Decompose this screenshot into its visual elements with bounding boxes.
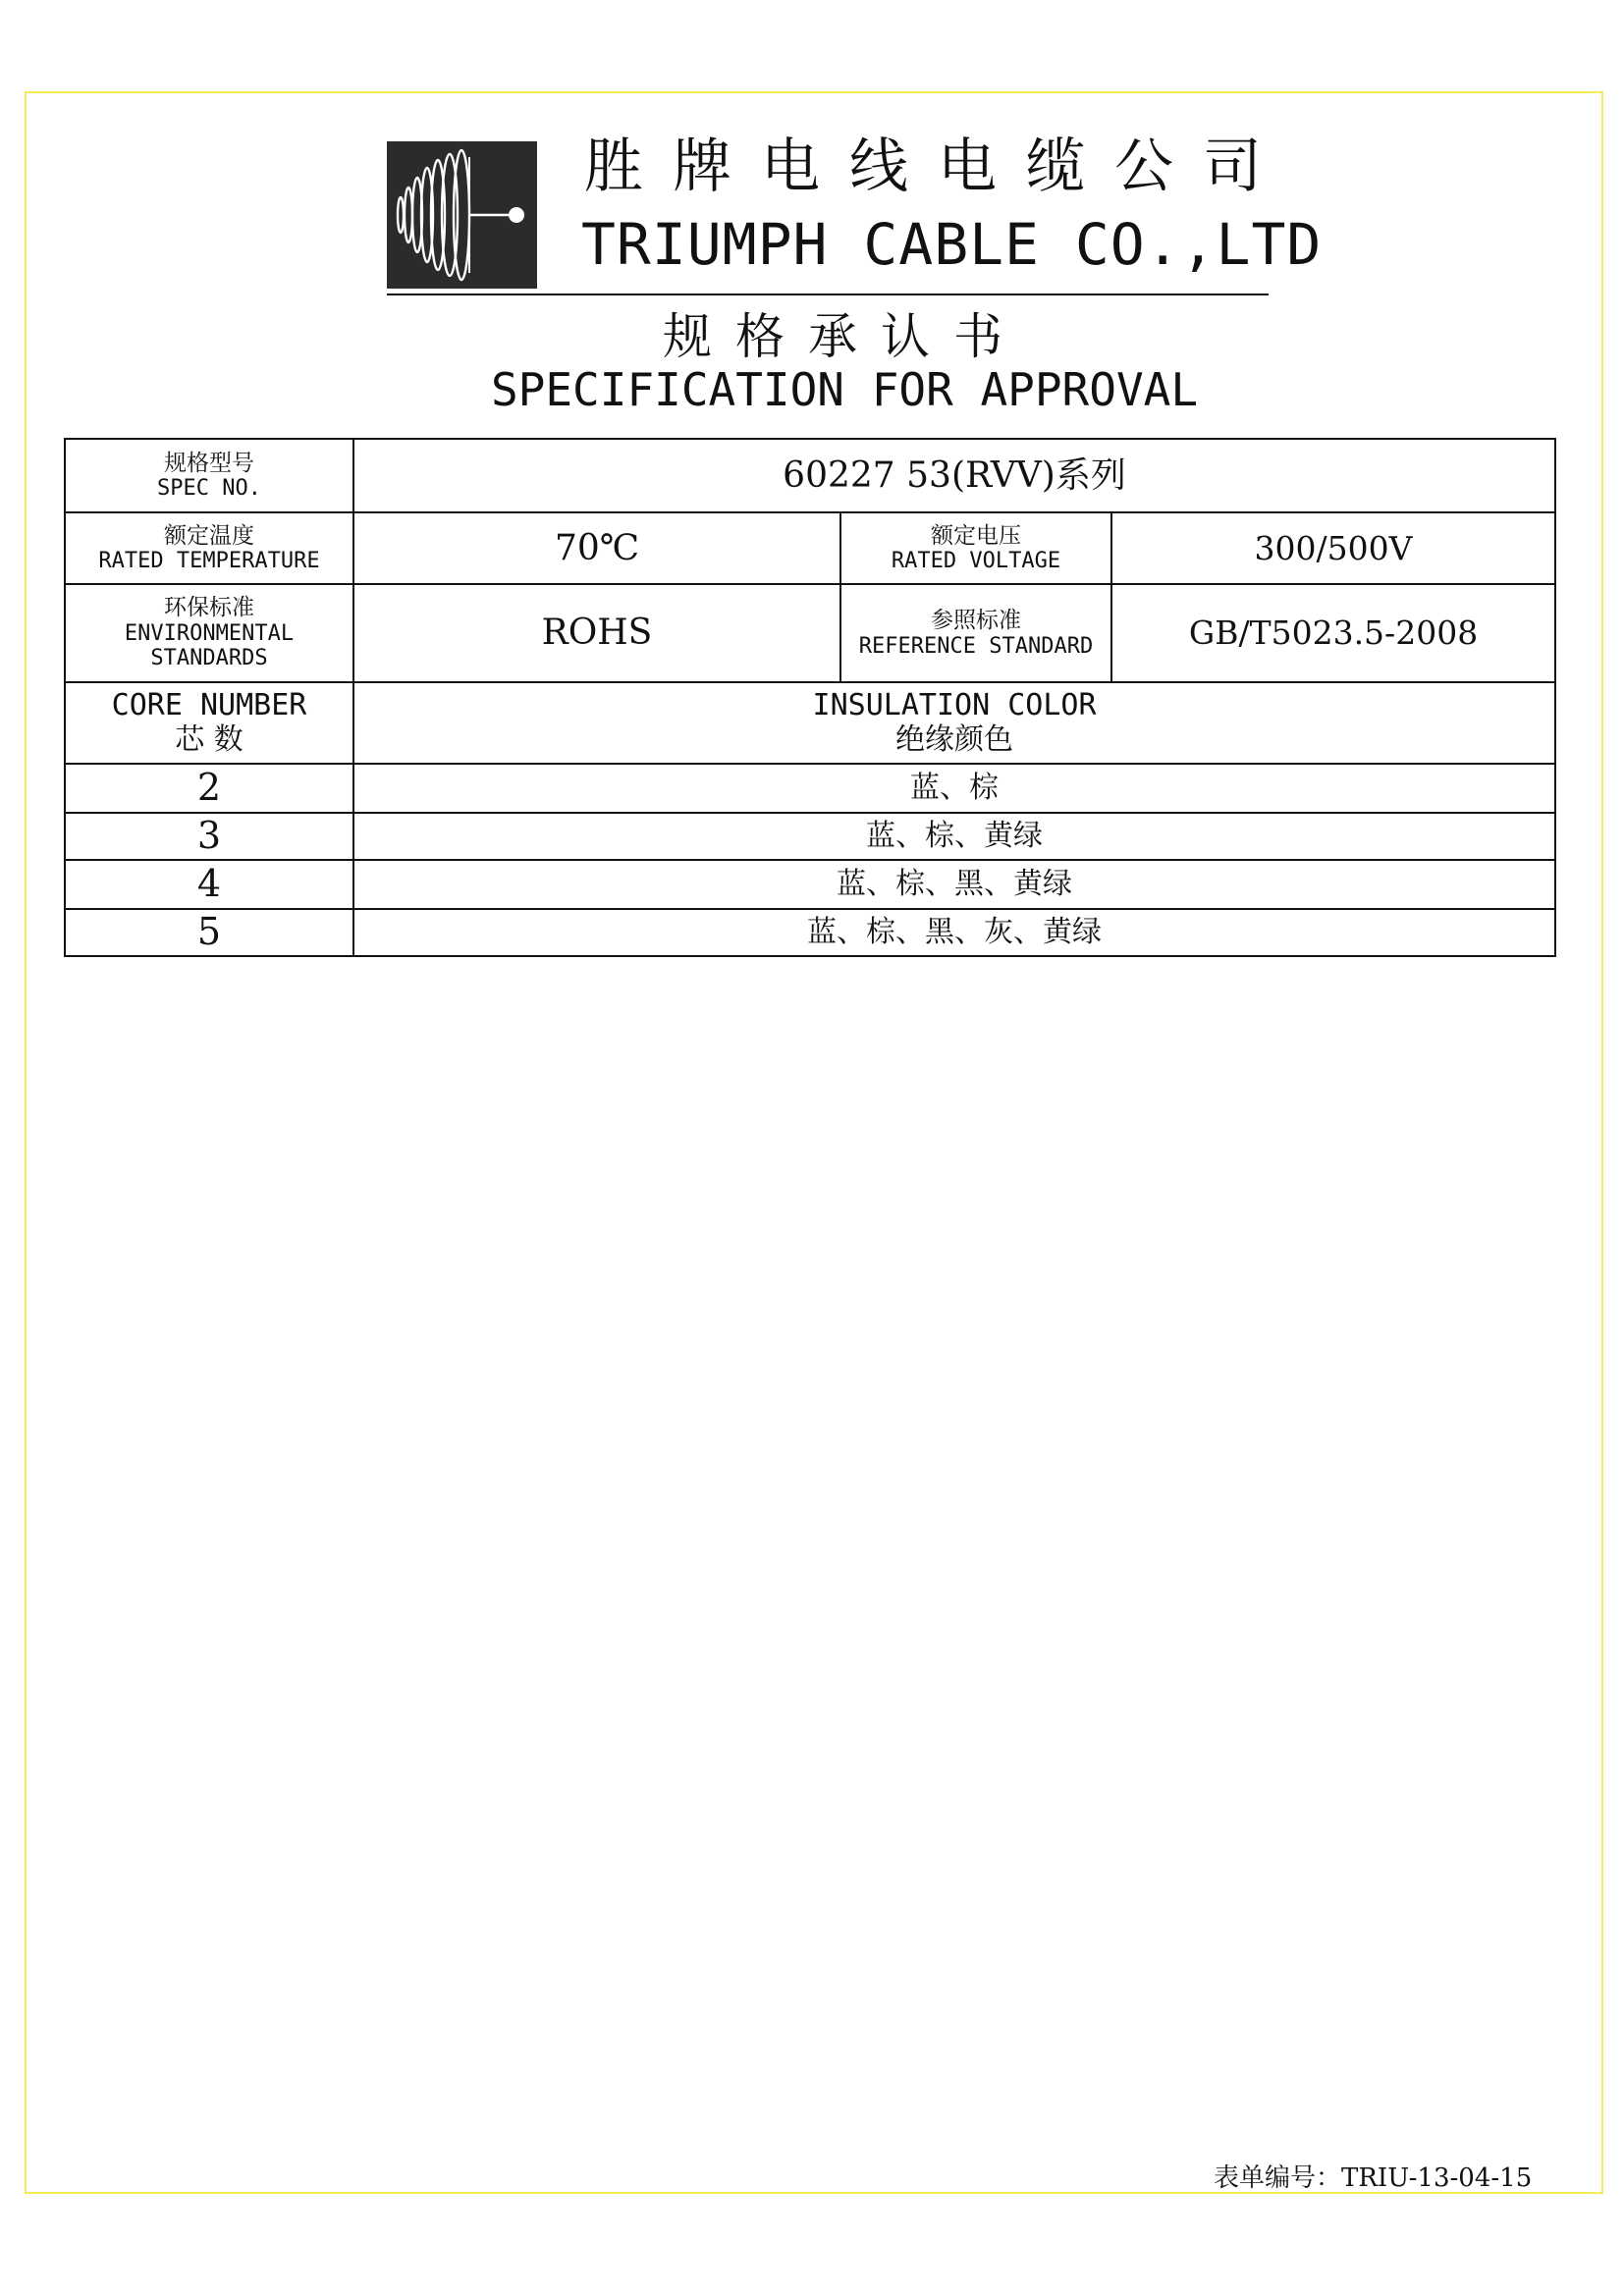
reference-standard-label <box>840 584 1111 682</box>
core-number-header-en: CORE NUMBER <box>111 688 307 722</box>
standards-row <box>65 584 1555 682</box>
core-number-cell: 5 <box>65 909 353 956</box>
spec-no-value: 60227 53(RVV)系列 <box>353 439 1555 512</box>
reference-standard-label-en: REFERENCE STANDARD <box>858 633 1094 659</box>
reference-standard-value: GB/T5023.5-2008 <box>1111 584 1555 682</box>
insulation-color-cell: 蓝、棕 <box>353 764 1555 813</box>
document-title-cn: 规格承认书 <box>663 308 1026 365</box>
insulation-color-header-cn: 绝缘颜色 <box>895 721 1014 757</box>
core-number-cell: 3 <box>65 813 353 860</box>
rated-voltage-label-cn: 额定电压 <box>931 522 1021 549</box>
company-name-en: TRIUMPH CABLE CO.,LTD <box>581 211 1323 278</box>
environmental-standards-label <box>65 584 353 682</box>
insulation-color-cell: 蓝、棕、黄绿 <box>353 813 1555 860</box>
core-number-header-cn: 芯 数 <box>175 721 244 757</box>
rated-voltage-label-en: RATED VOLTAGE <box>891 549 1061 574</box>
rated-voltage-value: 300/500V <box>1111 512 1555 584</box>
core-number-cell: 4 <box>65 860 353 909</box>
insulation-color-cell: 蓝、棕、黑、灰、黄绿 <box>353 909 1555 956</box>
spec-table <box>64 438 1556 957</box>
spec-no-label <box>65 439 353 512</box>
spec-no-label-en: SPEC NO. <box>157 476 261 502</box>
environmental-standards-label-cn: 环保标准 <box>164 595 254 621</box>
core-number-header <box>65 682 353 764</box>
insulation-color-header <box>353 682 1555 764</box>
table-row <box>65 764 1555 813</box>
rated-temperature-label-en: RATED TEMPERATURE <box>98 549 320 574</box>
document-title-en: SPECIFICATION FOR APPROVAL <box>490 363 1199 416</box>
insulation-color-cell: 蓝、棕、黑、黄绿 <box>353 860 1555 909</box>
rated-temperature-label <box>65 512 353 584</box>
coil-wire-logo-icon <box>387 141 537 289</box>
spec-no-label-cn: 规格型号 <box>164 450 254 476</box>
table-row <box>65 909 1555 956</box>
rated-temperature-label-cn: 额定温度 <box>164 522 254 549</box>
rated-voltage-label <box>840 512 1111 584</box>
table-row <box>65 813 1555 860</box>
form-number: 表单编号：TRIU-13-04-15 <box>1214 2163 1533 2193</box>
header-divider <box>387 294 1269 295</box>
table-row <box>65 860 1555 909</box>
company-name-cn: 胜牌电线电缆公司 <box>584 133 1291 201</box>
environmental-standards-label-en-1: ENVIRONMENTAL <box>124 620 295 646</box>
core-header-row <box>65 682 1555 764</box>
rated-temperature-value: 70℃ <box>353 512 840 584</box>
insulation-color-header-en: INSULATION COLOR <box>812 688 1097 722</box>
rating-row <box>65 512 1555 584</box>
environmental-standards-label-en-2: STANDARDS <box>150 646 268 671</box>
environmental-standards-value: ROHS <box>353 584 840 682</box>
spec-no-row <box>65 439 1555 512</box>
reference-standard-label-cn: 参照标准 <box>931 608 1021 634</box>
core-number-cell: 2 <box>65 764 353 813</box>
